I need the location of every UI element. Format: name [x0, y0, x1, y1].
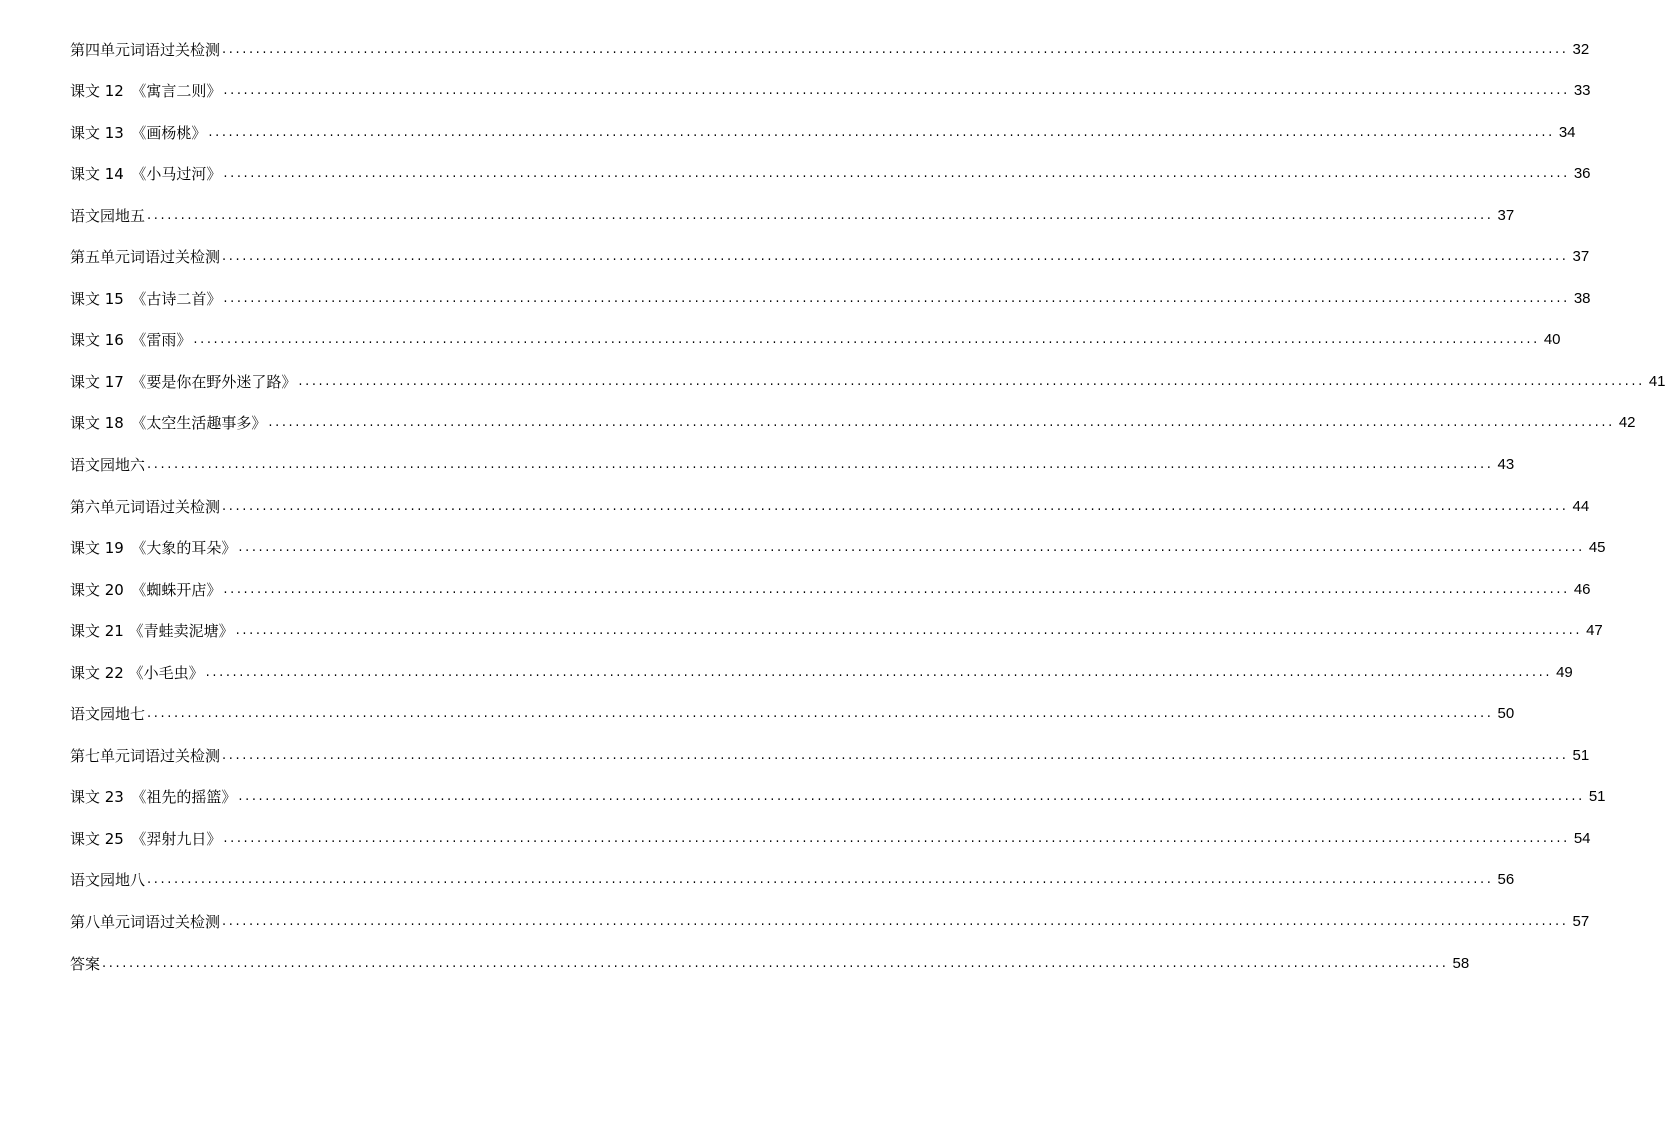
toc-entry[interactable]: [70, 527, 1606, 569]
toc-entry[interactable]: [70, 277, 1591, 319]
toc-entry[interactable]: [70, 360, 1666, 402]
toc-entry-page-number: 50: [1497, 705, 1515, 723]
table-of-contents: [70, 28, 1666, 984]
toc-entry-page-number: 37: [1572, 248, 1590, 266]
toc-entry[interactable]: [70, 153, 1591, 195]
toc-entry-page-number: 32: [1572, 40, 1590, 58]
toc-entry-title: 语文园地八: [70, 871, 146, 890]
toc-dot-leader: ........................................................................................................................................................................................................: [223, 581, 1570, 597]
toc-dot-leader: ........................................................................................................................................................................................................: [205, 664, 1553, 680]
toc-entry[interactable]: [70, 734, 1590, 776]
toc-entry[interactable]: [70, 610, 1603, 652]
toc-entry-page-number: 51: [1572, 746, 1590, 764]
toc-entry[interactable]: [70, 443, 1515, 485]
toc-entry[interactable]: [70, 319, 1561, 361]
toc-entry-page-number: 38: [1573, 289, 1591, 307]
toc-entry-title: 语文园地六: [70, 456, 146, 475]
toc-dot-leader: ........................................................................................................................................................................................................: [223, 166, 1570, 182]
toc-entry-page-number: 49: [1556, 663, 1573, 681]
toc-entry[interactable]: [70, 651, 1573, 693]
toc-dot-leader: ........................................................................................................................................................................................................: [238, 789, 1585, 805]
toc-dot-leader: ........................................................................................................................................................................................................: [222, 249, 1569, 265]
toc-entry-page-number: 41: [1648, 372, 1666, 390]
toc-entry-page-number: 37: [1497, 206, 1515, 224]
toc-entry-page-number: 43: [1497, 456, 1515, 474]
toc-dot-leader: ........................................................................................................................................................................................................: [268, 415, 1615, 431]
toc-dot-leader: ........................................................................................................................................................................................................: [193, 332, 1540, 348]
toc-dot-leader: ........................................................................................................................................................................................................: [223, 290, 1570, 306]
toc-entry-title: 课文 20 《蜘蛛开店》: [70, 580, 222, 599]
toc-entry[interactable]: [70, 28, 1590, 70]
toc-dot-leader: ........................................................................................................................................................................................................: [235, 623, 1583, 639]
toc-entry-title: 第五单元词语过关检测: [70, 248, 221, 267]
toc-dot-leader: ........................................................................................................................................................................................................: [222, 914, 1569, 930]
toc-entry[interactable]: [70, 817, 1591, 859]
toc-entry-title: 第六单元词语过关检测: [70, 497, 221, 516]
toc-entry-title: 课文 23 《祖先的摇篮》: [70, 788, 237, 807]
toc-dot-leader: ........................................................................................................................................................................................................: [147, 872, 1494, 888]
toc-dot-leader: ........................................................................................................................................................................................................: [208, 124, 1555, 140]
toc-entry-title: 课文 25 《羿射九日》: [70, 829, 222, 848]
toc-dot-leader: ........................................................................................................................................................................................................: [147, 706, 1494, 722]
toc-entry[interactable]: [70, 70, 1591, 112]
toc-entry-title: 课文 22 《小毛虫》: [70, 663, 204, 682]
toc-entry-title: 课文 16 《雷雨》: [70, 331, 192, 350]
toc-entry-page-number: 45: [1588, 539, 1606, 557]
toc-entry-title: 课文 13 《画杨桃》: [70, 123, 207, 142]
toc-entry-title: 第八单元词语过关检测: [70, 913, 221, 932]
toc-entry[interactable]: [70, 776, 1606, 818]
toc-dot-leader: ........................................................................................................................................................................................................: [147, 207, 1494, 223]
toc-entry-page-number: 44: [1572, 497, 1590, 515]
toc-entry[interactable]: [70, 693, 1515, 735]
toc-entry-page-number: 47: [1586, 622, 1603, 640]
toc-entry-title: 第四单元词语过关检测: [70, 40, 221, 59]
toc-entry-page-number: 51: [1588, 788, 1606, 806]
toc-dot-leader: ........................................................................................................................................................................................................: [222, 41, 1569, 57]
toc-entry[interactable]: [70, 236, 1590, 278]
toc-dot-leader: ........................................................................................................................................................................................................: [147, 457, 1494, 473]
toc-entry-page-number: 58: [1452, 954, 1470, 972]
toc-entry-title: 课文 14 《小马过河》: [70, 165, 222, 184]
toc-entry-title: 语文园地五: [70, 206, 146, 225]
toc-entry-title: 课文 17 《要是你在野外迷了路》: [70, 372, 297, 391]
toc-entry-page-number: 54: [1573, 829, 1591, 847]
toc-entry-page-number: 56: [1497, 871, 1515, 889]
toc-entry-title: 答案: [70, 954, 101, 973]
toc-entry-title: 课文 12 《寓言二则》: [70, 82, 222, 101]
toc-entry-page-number: 33: [1573, 82, 1591, 100]
toc-dot-leader: ........................................................................................................................................................................................................: [222, 498, 1569, 514]
toc-entry[interactable]: [70, 942, 1470, 984]
toc-entry-title: 课文 15 《古诗二首》: [70, 289, 222, 308]
toc-entry-page-number: 36: [1573, 165, 1591, 183]
toc-dot-leader: ........................................................................................................................................................................................................: [238, 540, 1585, 556]
toc-entry-title: 语文园地七: [70, 705, 146, 724]
toc-dot-leader: ........................................................................................................................................................................................................: [222, 747, 1569, 763]
toc-entry-page-number: 34: [1558, 123, 1576, 141]
toc-entry-title: 课文 19 《大象的耳朵》: [70, 539, 237, 558]
toc-dot-leader: ........................................................................................................................................................................................................: [223, 83, 1570, 99]
toc-entry[interactable]: [70, 568, 1591, 610]
toc-entry-page-number: 46: [1573, 580, 1591, 598]
toc-entry-page-number: 40: [1543, 331, 1561, 349]
toc-entry-title: 课文 18 《太空生活趣事多》: [70, 414, 267, 433]
toc-entry[interactable]: [70, 402, 1636, 444]
toc-entry[interactable]: [70, 900, 1590, 942]
toc-entry-page-number: 42: [1618, 414, 1636, 432]
toc-entry[interactable]: [70, 485, 1590, 527]
toc-entry[interactable]: [70, 194, 1515, 236]
toc-entry[interactable]: [70, 111, 1576, 153]
toc-entry[interactable]: [70, 859, 1515, 901]
toc-entry-title: 课文 21 《青蛙卖泥塘》: [70, 622, 234, 641]
toc-entry-page-number: 57: [1572, 913, 1590, 931]
toc-dot-leader: ........................................................................................................................................................................................................: [102, 955, 1449, 971]
toc-dot-leader: ........................................................................................................................................................................................................: [223, 830, 1570, 846]
toc-dot-leader: ........................................................................................................................................................................................................: [298, 373, 1645, 389]
toc-entry-title: 第七单元词语过关检测: [70, 746, 221, 765]
